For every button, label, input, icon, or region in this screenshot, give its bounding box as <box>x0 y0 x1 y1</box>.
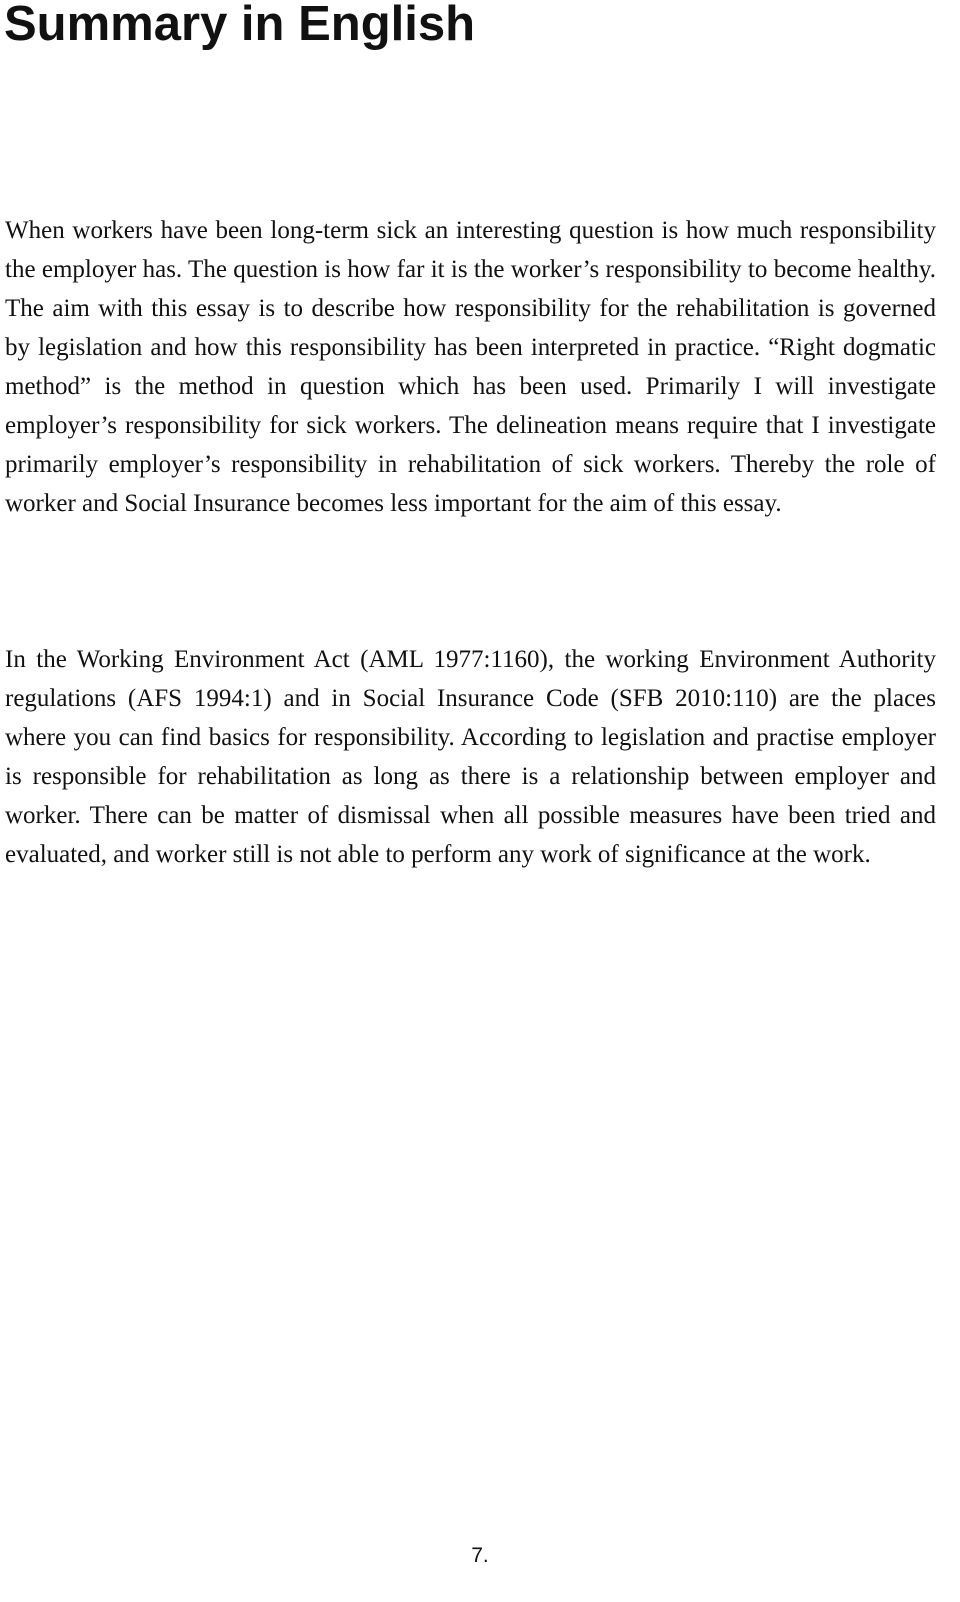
page-title: Summary in English <box>4 0 476 51</box>
page-number: 7. <box>471 1544 489 1567</box>
summary-paragraph-2: In the Working Environment Act (AML 1977:1160), the working Environment Authority regulations (AFS 1994:1) and in Social Insurance Code (SFB 2010:110) are the places where you can find basics for responsibility. According to legislation and practise employer is responsible for rehabilitation as long as there is a relationship between employer and worker. There can be matter of dismissal when all possible measures have been tried and evaluated, and worker still is not able to perform any work of significance at the work. <box>5 646 936 868</box>
summary-paragraph-1: When workers have been long-term sick an interesting question is how much responsibility the employer has. The question is how far it is the worker’s responsibility to become healthy. The aim with this essay is to describe how responsibility for the rehabilitation is governed by legislation and how this responsibility has been interpreted in practice. “Right dogmatic method” is the method in question which has been used. Primarily I will investigate employer’s responsibility for sick workers. The delineation means require that I investigate primarily employer’s responsibility in rehabilitation of sick workers. Thereby the role of worker and Social Insurance becomes less important for the aim of this essay. <box>5 217 936 517</box>
